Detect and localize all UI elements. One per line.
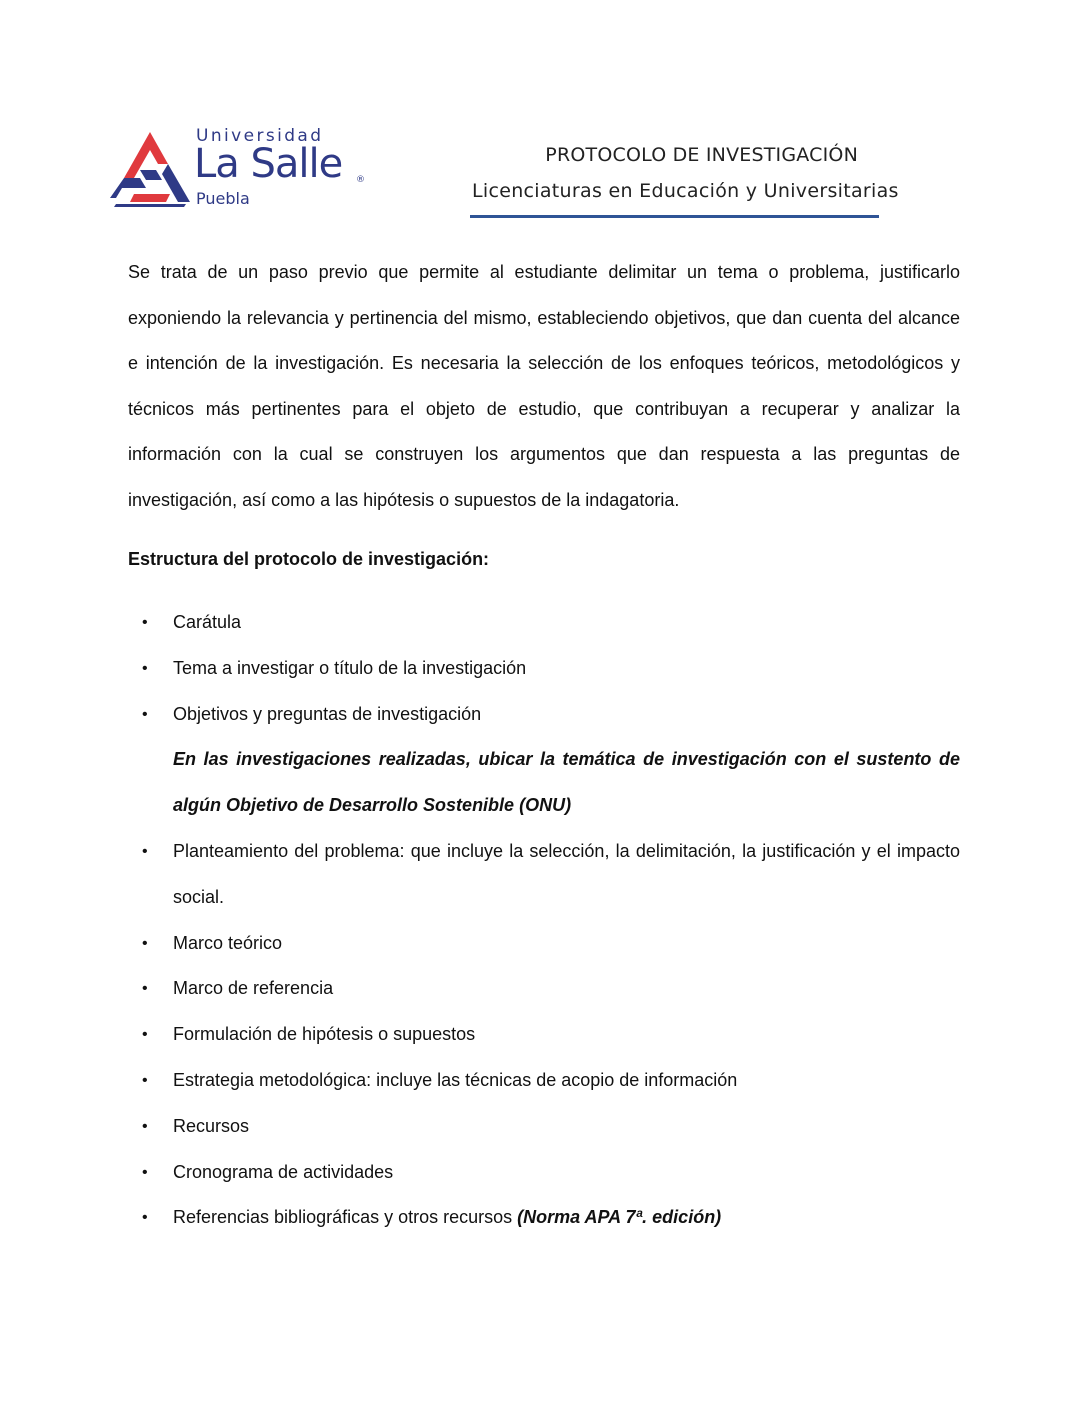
list-item-text: Recursos [173,1115,250,1136]
list-item [128,1058,960,1104]
bullet-icon: • [142,980,148,998]
logo-line-puebla: Puebla [196,189,250,208]
list-item [128,646,960,692]
bullet-icon: • [142,659,148,677]
section-heading: Estructura del protocolo de investigación: [128,549,490,569]
apa-norm-note: (Norma APA 7ª. edición) [517,1207,722,1228]
list-item-text: Estrategia metodológica: incluye las técnicas de acopio de información [173,1069,738,1090]
list-item [128,921,960,967]
protocol-structure-list [128,600,960,1241]
logo-line-universidad: Universidad [196,126,324,146]
list-item-text: Tema a investigar o título de la investigación [173,657,527,678]
list-item-text: Formulación de hipótesis o supuestos [173,1024,476,1045]
registered-mark: ® [356,175,365,185]
bullet-icon: • [142,1117,148,1135]
list-item [128,1104,960,1150]
list-item [128,1150,960,1196]
list-item [128,600,960,646]
la-salle-star-icon [110,130,192,208]
document-title: PROTOCOLO DE INVESTIGACIÓN [545,144,858,166]
list-item [128,692,960,829]
bullet-icon: • [142,705,148,723]
list-item [128,1195,960,1241]
list-item [128,966,960,1012]
list-item-text: Marco teórico [173,932,283,953]
document-subtitle: Licenciaturas en Educación y Universitarias [472,180,899,202]
bullet-icon: • [142,842,148,860]
list-item-text: Planteamiento del problema: que incluye la selección, la delimitación, la justificación y el impacto social. [173,840,960,907]
bullet-icon: • [142,1163,148,1181]
bullet-icon: • [142,934,148,952]
list-item-text: Carátula [173,612,242,632]
list-item-note: En las investigaciones realizadas, ubicar la temática de investigación con el sustento de algún Objetivo de Desarrollo Sostenible (ONU) [173,749,960,816]
list-item-text: Cronograma de actividades [173,1161,394,1182]
bullet-icon: • [142,1071,148,1089]
list-item-text: Objetivos y preguntas de investigación [173,703,482,724]
bullet-icon: • [142,1026,148,1044]
list-item-text: Referencias bibliográficas y otros recursos [173,1207,518,1228]
bullet-icon: • [142,614,148,631]
bullet-icon: • [142,1209,148,1227]
header-rule [470,215,879,218]
university-logo [110,126,365,212]
list-item [128,1012,960,1058]
list-item-text: Marco de referencia [173,978,334,999]
logo-line-la-salle: La Salle [194,141,343,187]
list-item [128,829,960,921]
intro-paragraph: Se trata de un paso previo que permite al estudiante delimitar un tema o problema, justificarlo exponiendo la relevancia y pertinencia del mismo, estableciendo objetivos, que dan cuenta del alcance e intención de la investigación. Es necesaria la selección de los enfoques teóricos, metodológicos y técnicos más pertinentes para el objeto de estudio, que contribuyan a recuperar y analizar la información con la cual se construyen los argumentos que dan respuesta a las preguntas de investigación, así como a las hipótesis o supuestos de la indagatoria. [128,262,960,510]
